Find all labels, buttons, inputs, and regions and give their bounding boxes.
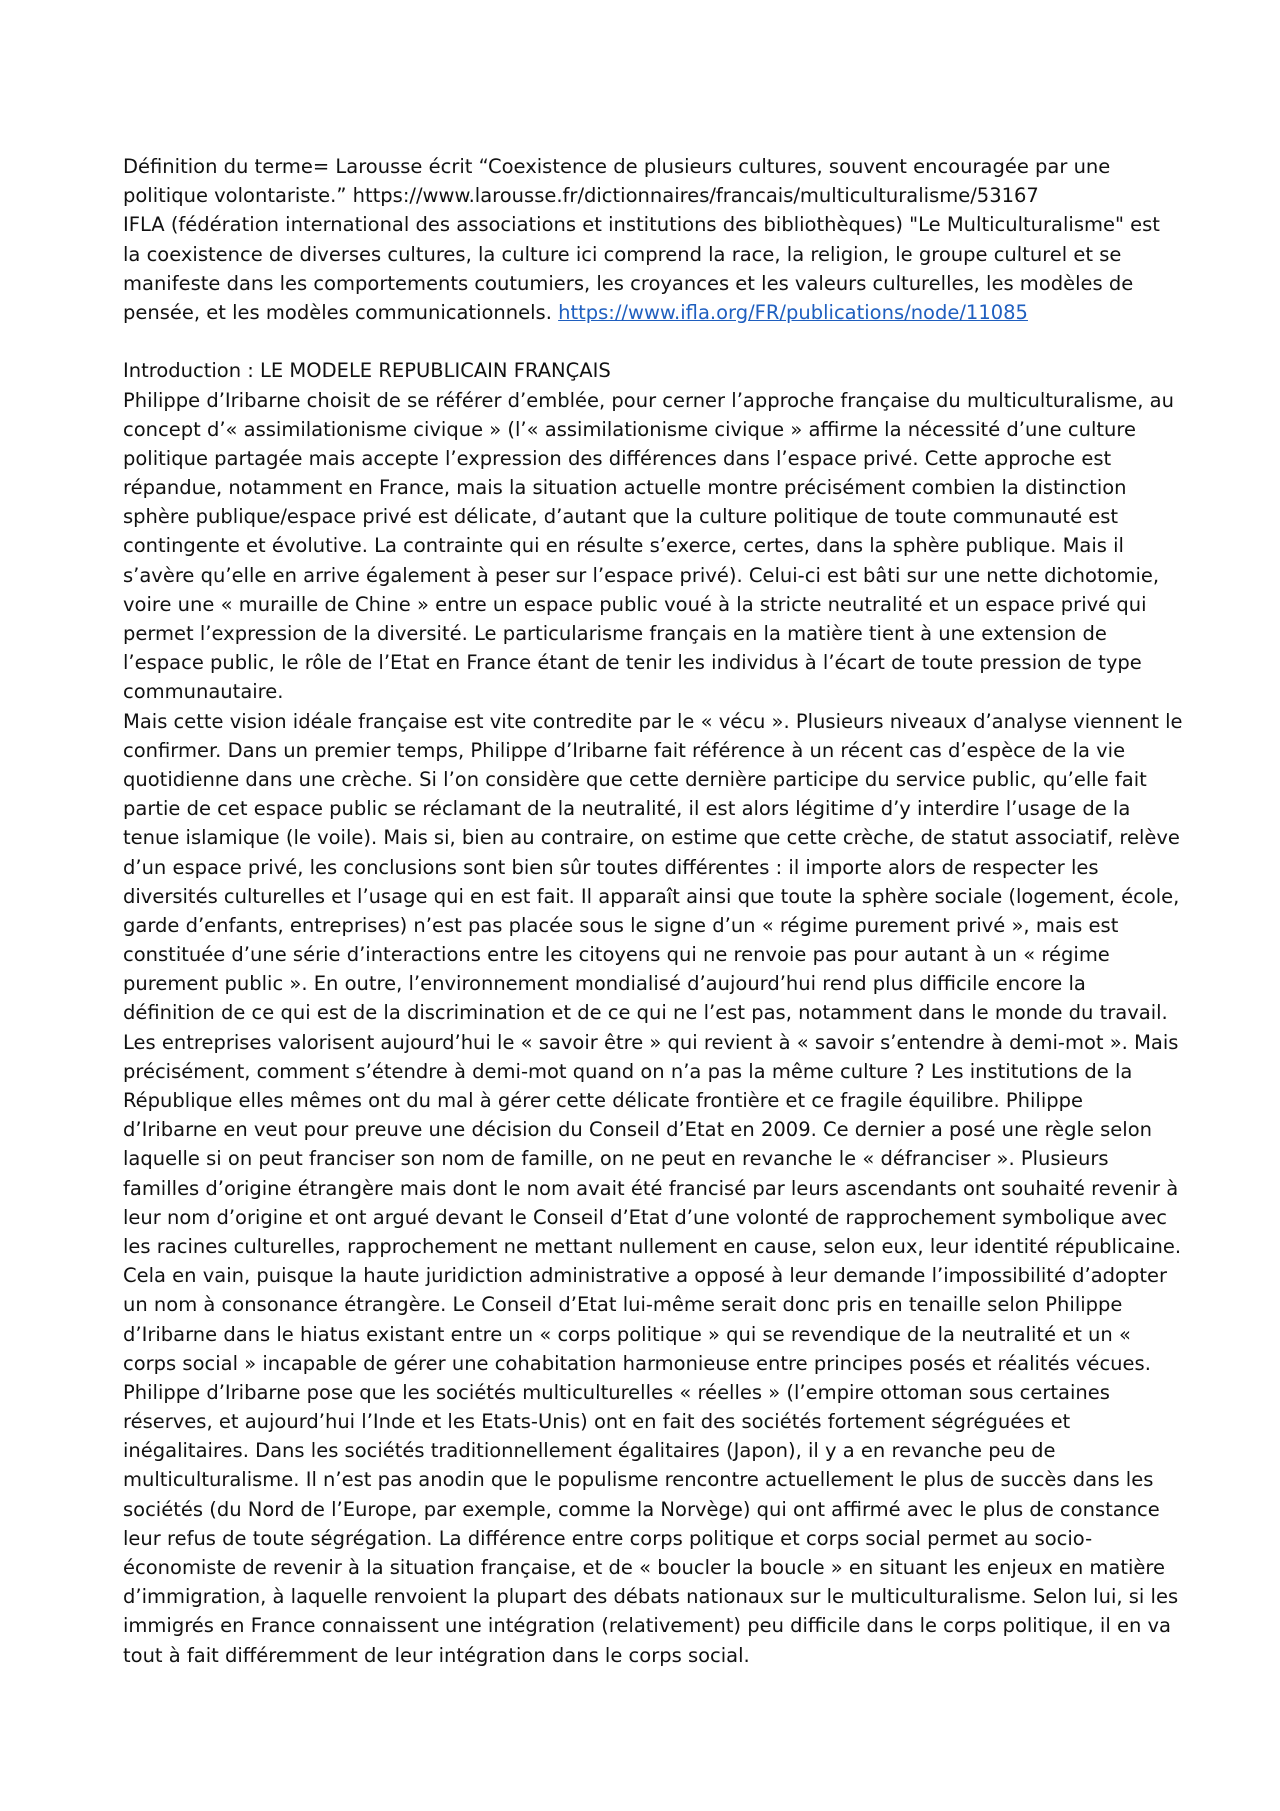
text-line: communautaire. <box>123 680 284 704</box>
introduction-section <box>123 356 1183 1669</box>
text-line: manifeste dans les comportements coutumiers, les croyances et les valeurs culturelles, les modèles de <box>123 271 1134 295</box>
text-line: confirmer. Dans un premier temps, Philippe d’Iribarne fait référence à un récent cas d’espèce de la vie <box>123 738 1126 762</box>
text-line: immigrés en France connaissent une intégration (relativement) peu difficile dans le corps politique, il en va <box>123 1614 1172 1638</box>
text-line: définition de ce qui est de la discrimination et de ce qui ne l’est pas, notamment dans le monde du travail. <box>123 1001 1168 1025</box>
definition-section <box>123 152 1168 327</box>
text-line: tout à fait différemment de leur intégration dans le corps social. <box>123 1643 750 1667</box>
document-body <box>123 152 1183 1670</box>
text-line: République elles mêmes ont du mal à gérer cette délicate frontière et ce fragile équilibre. Philippe <box>123 1089 1084 1112</box>
text-line: concept d’« assimilationisme civique » (l’« assimilationisme civique » affirme la nécessité d’une culture <box>123 417 1136 441</box>
paragraph-gap <box>123 327 1168 356</box>
text-line <box>123 298 1168 327</box>
text-line: inégalitaires. Dans les sociétés traditionnellement égalitaires (Japon), il y a en revanche peu de <box>123 1439 1056 1463</box>
text-line: d’Iribarne en veut pour preuve une décision du Conseil d’Etat en 2009. Ce dernier a posé une règle selon <box>123 1118 1153 1142</box>
text-line: politique partagée mais accepte l’expression des différences dans l’espace privé. Cette approche est <box>123 446 1112 470</box>
text-line: répandue, notamment en France, mais la situation actuelle montre précisément combien la distinction <box>123 476 1127 500</box>
text-line: multiculturalisme. Il n’est pas anodin que le populisme rencontre actuellement le plus de succès dans les <box>123 1468 1154 1492</box>
text-line: voire une « muraille de Chine » entre un espace public voué à la stricte neutralité et un espace privé qui <box>123 592 1147 616</box>
text-line: d’un espace privé, les conclusions sont bien sûr toutes différentes : il importe alors de respecter les <box>123 855 1099 879</box>
ifla-link[interactable]: https://www.ifla.org/FR/publications/node/11085 <box>558 300 1028 324</box>
text-line: s’avère qu’elle en arrive également à peser sur l’espace privé). Celui-ci est bâti sur une nette dichotomie, <box>123 563 1160 587</box>
text-line: corps social » incapable de gérer une cohabitation harmonieuse entre principes posés et réalités vécues. <box>123 1351 1151 1375</box>
text-line: un nom à consonance étrangère. Le Conseil d’Etat lui-même serait donc pris en tenaille selon Philippe <box>123 1293 1123 1317</box>
text-line: constituée d’une série d’interactions entre les citoyens qui ne renvoie pas pour autant à un « régime <box>123 943 1110 967</box>
section-heading: Introduction : LE MODELE REPUBLICAIN FRANÇAIS <box>123 359 611 383</box>
text-line: laquelle si on peut franciser son nom de famille, on ne peut en revanche le « défranciser ». Plusieurs <box>123 1147 1109 1171</box>
text-line: Définition du terme= Larousse écrit “Coexistence de plusieurs cultures, souvent encouragée par une <box>123 155 1111 178</box>
text-line: diversités culturelles et l’usage qui en est fait. Il apparaît ainsi que toute la sphère sociale (logement, école, <box>123 884 1180 908</box>
text-line: Cela en vain, puisque la haute juridiction administrative a opposé à leur demande l’impossibilité d’adopter <box>123 1264 1168 1288</box>
text-line: les racines culturelles, rapprochement ne mettant nullement en cause, selon eux, leur identité républicaine. <box>123 1234 1182 1258</box>
text-line: sociétés (du Nord de l’Europe, par exemple, comme la Norvège) qui ont affirmé avec le plus de constance <box>123 1497 1160 1521</box>
text-line-lead: pensée, et les modèles communicationnels. <box>123 300 552 324</box>
text-line: leur nom d’origine et ont argué devant le Conseil d’Etat d’une volonté de rapprochement symbolique avec <box>123 1205 1167 1229</box>
text-line: d’Iribarne dans le hiatus existant entre un « corps politique » qui se revendique de la neutralité et un « <box>123 1322 1131 1346</box>
text-line: contingente et évolutive. La contrainte qui en résulte s’exerce, certes, dans la sphère publique. Mais il <box>123 534 1124 558</box>
text-line: précisément, comment s’étendre à demi-mot quand on n’a pas la même culture ? Les institutions de la <box>123 1059 1133 1083</box>
text-line: IFLA (fédération international des associations et institutions des bibliothèques) "Le Multiculturalisme" est <box>123 213 1160 237</box>
text-line: quotidienne dans une crèche. Si l’on considère que cette dernière participe du service public, qu’elle fait <box>123 767 1147 791</box>
text-line: réserves, et aujourd’hui l’Inde et les Etats-Unis) ont en fait des sociétés fortement ségréguées et <box>123 1410 1071 1434</box>
text-line: d’immigration, à laquelle renvoient la plupart des débats nationaux sur le multiculturalisme. Selon lui, si les <box>123 1585 1179 1609</box>
text-line: leur refus de toute ségrégation. La différence entre corps politique et corps social permet au socio- <box>123 1526 1093 1550</box>
text-line: familles d’origine étrangère mais dont le nom avait été francisé par leurs ascendants ont souhaité revenir à <box>123 1176 1179 1200</box>
text-line: Philippe d’Iribarne pose que les sociétés multiculturelles « réelles » (l’empire ottoman sous certaines <box>123 1380 1110 1404</box>
text-line: Les entreprises valorisent aujourd’hui le « savoir être » qui revient à « savoir s’entendre à demi-mot ». Mais <box>123 1030 1179 1054</box>
text-line: économiste de revenir à la situation française, et de « boucler la boucle » en situant les enjeux en matière <box>123 1556 1166 1579</box>
text-line: politique volontariste.” https://www.larousse.fr/dictionnaires/francais/multiculturalisme/53167 <box>123 184 1039 208</box>
text-line: partie de cet espace public se réclamant de la neutralité, il est alors légitime d’y interdire l’usage de la <box>123 797 1131 821</box>
text-line: tenue islamique (le voile). Mais si, bien au contraire, on estime que cette crèche, de statut associatif, relève <box>123 826 1180 850</box>
text-line: permet l’expression de la diversité. Le particularisme français en la matière tient à une extension de <box>123 622 1107 645</box>
text-line: l’espace public, le rôle de l’Etat en France étant de tenir les individus à l’écart de toute pression de type <box>123 651 1142 675</box>
text-line: Mais cette vision idéale française est vite contredite par le « vécu ». Plusieurs niveaux d’analyse viennent le <box>123 709 1183 733</box>
text-line: sphère publique/espace privé est délicate, d’autant que la culture politique de toute communauté est <box>123 505 1119 529</box>
text-line: Philippe d’Iribarne choisit de se référer d’emblée, pour cerner l’approche française du multiculturalisme, au <box>123 388 1174 412</box>
text-line: purement public ». En outre, l’environnement mondialisé d’aujourd’hui rend plus difficile encore la <box>123 972 1086 996</box>
introduction-text <box>123 386 1183 1670</box>
text-line: la coexistence de diverses cultures, la culture ici comprend la race, la religion, le groupe culturel et se <box>123 242 1122 266</box>
text-line: garde d’enfants, entreprises) n’est pas placée sous le signe d’un « régime purement privé », mais est <box>123 913 1119 937</box>
